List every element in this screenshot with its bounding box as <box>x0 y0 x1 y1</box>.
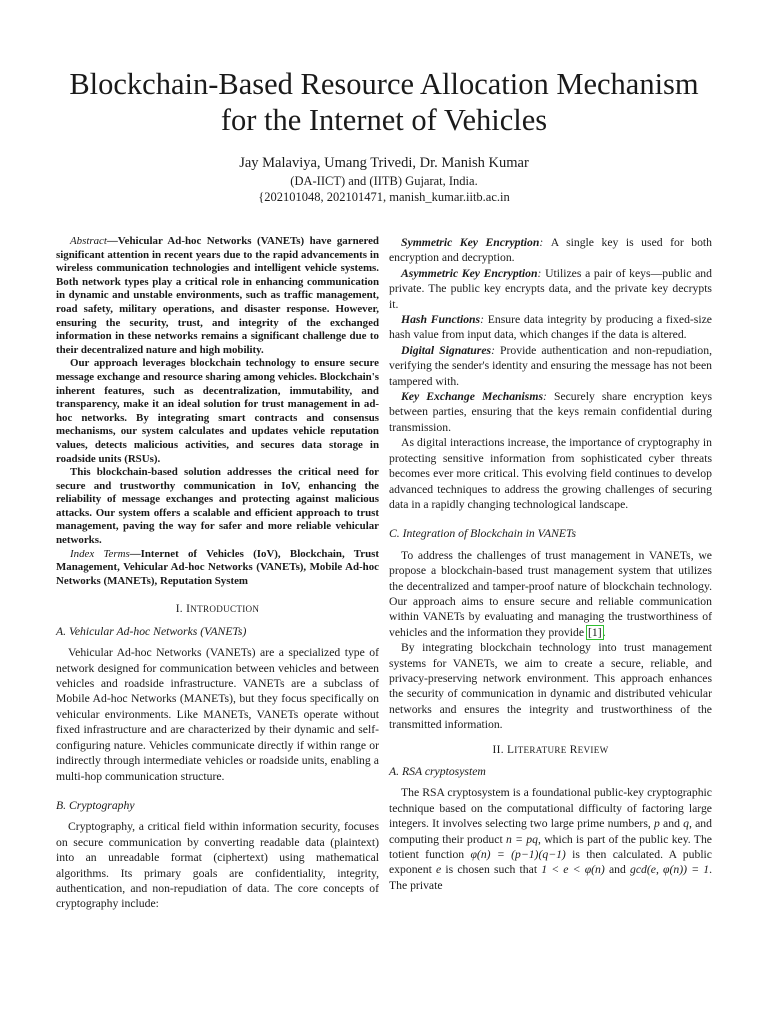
cryptography-paragraph: Cryptography, a critical field within information security, focuses on secure communication by converting readable data (plaintext) into an unreadable format (ciphertext) using mathematical algorithms. Its primary goals are confidentiality, integrity, authentication, and non-repudiation of data. The core concepts of cryptography include: <box>56 820 379 911</box>
concept-term: Digital Signatures <box>401 343 492 357</box>
title-line-2: for the Internet of Vehicles <box>220 103 548 137</box>
affiliation: (DA-IICT) and (IITB) Gujarat, India. <box>290 174 478 188</box>
abstract-paragraph-1 <box>56 235 379 357</box>
abstract-paragraph-3: This blockchain-based solution addresses the critical need for secure and trustworthy communication in IoV, enhancing the reliability of message exchanges and protecting against malicious attacks. Our system offers a scalable and efficient approach to trust management, paving the way for safer and more reliable vehicular networks. <box>56 466 379 547</box>
index-terms <box>56 548 379 589</box>
math-condition-gcd: gcd(e, φ(n)) = 1 <box>630 863 710 877</box>
index-terms-dash: — <box>129 547 141 560</box>
integration-paragraph-1 <box>389 548 712 640</box>
math-totient: φ(n) = (p−1)(q−1) <box>470 848 566 862</box>
rsa-paragraph <box>389 785 712 893</box>
abstract-label: Abstract <box>70 235 107 247</box>
vanets-paragraph: Vehicular Ad-hoc Networks (VANETs) are a specialized type of network designed for communication between vehicles and between vehicles and roadside infrastructure. VANETs are a subclass of Mobile Ad-hoc Networks (MANETs), but they focus specifically on vehicular environments. Like MANETs, VANETs operate without fixed infrastructure and are characterized by their dynamic and self-configuring nature. Vehicles communicate directly if within range or indirectly through intermediate vehicles or roadside units, enabling a multi-hop communication structure. <box>56 646 379 783</box>
concept-hash: Hash Functions: Ensure data integrity by producing a fixed-size hash value from input data, which changes if the data is altered. <box>389 313 712 342</box>
index-terms-label: Index Terms <box>70 547 130 560</box>
section-heading-introduction: I. INTRODUCTION <box>175 603 260 616</box>
citation-link[interactable]: [1] <box>587 625 602 639</box>
abstract-text-1: Vehicular Ad-hoc Networks (VANETs) have garnered significant attention in recent years due to the rapid advancements in wireless communication technologies and intelligent vehicle systems. Both network types play a critical role in enhancing communication in dynamic and unstable environments, such as traffic management, road safety, military operations, and disaster response. However, ensuring the security, trust, and integrity of the exchanged information in these networks remains a significant challenge due to their decentralized nature and high mobility. <box>56 235 379 356</box>
math-p: p <box>654 817 660 831</box>
rsa-text: The RSA cryptosystem is a foundational public-key cryptographic technique based on the computational difficulty of factoring large integers. It involves selecting two large prime numbers, <box>389 786 712 831</box>
integration-paragraph-2: By integrating blockchain technology into trust management systems for VANETs, we aim to create a secure, reliable, and privacy-preserving network environment. This approach enhances the security of communication in dynamic and distributed vehicular networks and ensures the integrity and trustworthiness of the transmitted information. <box>389 641 712 732</box>
section-heading-literature-review: II. LITERATURE REVIEW <box>492 743 609 756</box>
rsa-text: is chosen such that <box>441 863 542 877</box>
concept-key-exchange: Key Exchange Mechanisms: Securely share encryption keys between parties, ensuring that the keys remain confidential during transmission. <box>389 390 712 434</box>
concept-text: A single key is used for both encryption and decryption. <box>389 236 713 265</box>
concept-term: Hash Functions <box>401 313 481 327</box>
rsa-text: is then calculated. A public exponent <box>389 848 712 877</box>
concept-term: Symmetric Key Encryption <box>401 236 540 249</box>
math-q: q <box>683 817 689 831</box>
paper-title <box>0 66 768 138</box>
math-condition-range: 1 < e < φ(n) <box>541 863 605 877</box>
cryptography-closing-paragraph: As digital interactions increase, the importance of cryptography in protecting sensitive information from sophisticated cyber threats becomes ever more critical. This evolving field continues to develop advanced techniques to address the growing challenges of securing data in a rapidly changing technological landscape. <box>389 436 712 511</box>
concept-text: Securely share encryption keys between parties, ensuring that the keys remain confidential during transmission. <box>389 390 712 434</box>
rsa-text: and <box>659 817 684 831</box>
subsection-heading-cryptography: B. Cryptography <box>56 798 135 812</box>
concept-asymmetric: Asymmetric Key Encryption: Utilizes a pair of keys—public and private. The public key encrypts data, and the private key decrypts it. <box>389 266 712 311</box>
concept-text: Ensure data integrity by producing a fixed-size hash value from input data, which changes if the data is altered. <box>389 313 712 342</box>
subsection-heading-vanets: A. Vehicular Ad-hoc Networks (VANETs) <box>56 624 247 638</box>
concept-term: Key Exchange Mechanisms <box>401 390 543 404</box>
rsa-text: . The private <box>389 863 713 892</box>
integration-text-end: . <box>602 625 606 639</box>
title-line-1: Blockchain-Based Resource Allocation Mechanism <box>69 67 699 101</box>
rsa-text: , which is part of the public key. The totient function <box>389 832 712 862</box>
concept-text: Utilizes a pair of keys—public and private. The public key encrypts data, and the private key decrypts it. <box>389 266 712 311</box>
integration-text: To address the challenges of trust management in VANETs, we propose a blockchain-based trust management system that utilizes the decentralized and tamper-proof nature of blockchain technology. Our approach aims to ensure secure and reliable communication within VANETs by evaluating and managing the trustworthiness of vehicles and the information they provide <box>389 548 712 639</box>
concept-signatures: Digital Signatures: Provide authentication and non-repudiation, verifying the sender's identity and ensuring the message has not been tampered with. <box>389 343 712 388</box>
abstract-dash: — <box>106 235 118 247</box>
math-e: e <box>436 863 442 877</box>
concept-term: Asymmetric Key Encryption <box>401 266 538 280</box>
rsa-text: and <box>604 863 631 877</box>
concept-text: Provide authentication and non-repudiation, verifying the sender's identity and ensuring the message has not been tampered with. <box>389 343 712 388</box>
right-column <box>389 235 712 893</box>
author-emails: {202101048, 202101471, manish_kumar.iitb.ac.in <box>258 190 510 204</box>
subsection-heading-integration: C. Integration of Blockchain in VANETs <box>389 527 576 541</box>
subsection-heading-rsa: A. RSA cryptosystem <box>389 765 486 778</box>
math-n-equals-pq: n = pq <box>505 832 538 846</box>
left-column <box>56 235 379 912</box>
concept-symmetric: Symmetric Key Encryption: A single key is used for both encryption and decryption. <box>389 236 713 265</box>
abstract <box>56 235 379 588</box>
index-terms-text: Internet of Vehicles (IoV), Blockchain, Trust Management, Vehicular Ad-hoc Networks (VANETs), Mobile Ad-hoc Networks (MANETs), Reputation System <box>56 547 379 587</box>
rsa-text: , and computing their product <box>389 817 712 846</box>
abstract-paragraph-2: Our approach leverages blockchain technology to ensure secure message exchange and resource sharing among vehicles. Blockchain's inherent features, such as decentralization, immutability, and transparency, make it an ideal solution for trust management in ad-hoc networks. By integrating smart contracts and consensus mechanisms, our system calculates and updates vehicle reputation values, detects malicious activities, and secures data storage in roadside units (RSUs). <box>56 357 379 465</box>
author-list: Jay Malaviya, Umang Trivedi, Dr. Manish Kumar <box>239 155 529 171</box>
